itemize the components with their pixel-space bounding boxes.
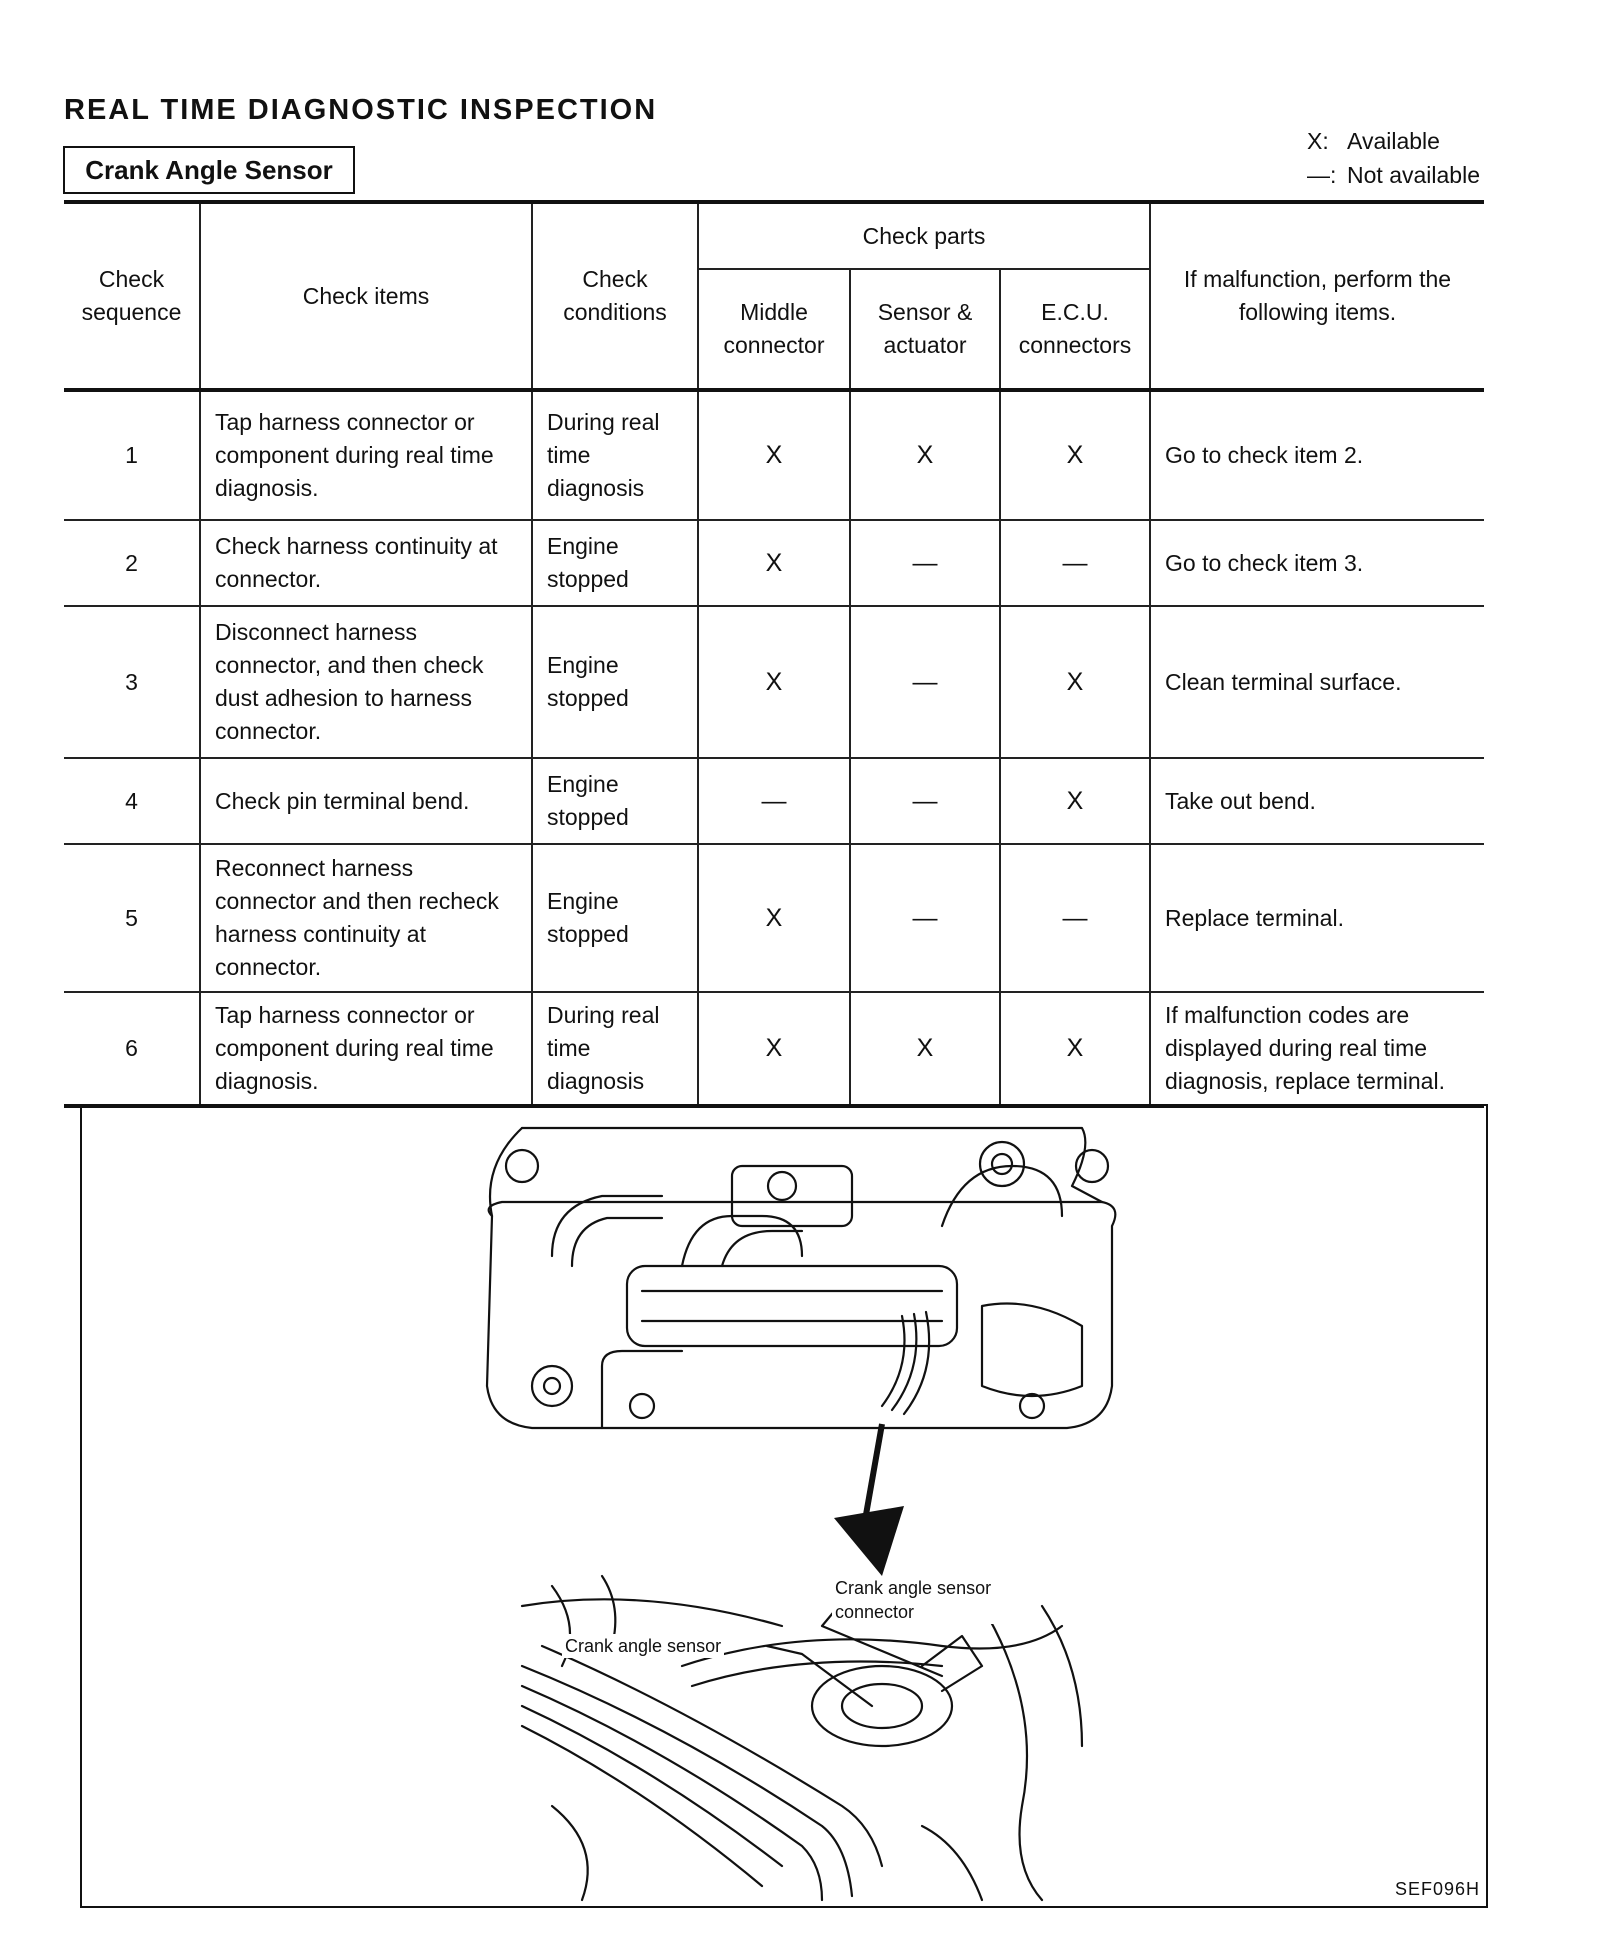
cell-check-item: Check pin terminal bend. — [200, 758, 532, 844]
cell-check-item: Tap harness connector or component during real time diagnosis. — [200, 992, 532, 1106]
cell-sensor-actuator: — — [850, 606, 1000, 758]
page-title: REAL TIME DIAGNOSTIC INSPECTION — [64, 94, 658, 126]
legend-row-available — [1307, 124, 1480, 158]
cell-sensor-actuator: — — [850, 758, 1000, 844]
cell-sensor-actuator: X — [850, 992, 1000, 1106]
cell-check-item: Reconnect harness connector and then recheck harness continuity at connector. — [200, 844, 532, 992]
legend-symbol: —: — [1307, 162, 1337, 188]
cell-check-condition: Engine stopped — [532, 758, 698, 844]
cell-check-item: Tap harness connector or component during real time diagnosis. — [200, 390, 532, 520]
callout-crank-angle-sensor: Crank angle sensor — [562, 1634, 724, 1658]
callout-crank-angle-sensor-connector: Crank angle sensor connector — [832, 1576, 1028, 1624]
cell-action: Go to check item 2. — [1150, 390, 1484, 520]
cell-sequence: 3 — [64, 606, 200, 758]
cell-check-item: Check harness continuity at connector. — [200, 520, 532, 606]
cell-ecu-connectors: X — [1000, 606, 1150, 758]
table-row — [64, 520, 1484, 606]
cell-middle-connector: — — [698, 758, 850, 844]
header-middle-connector: Middle connector — [698, 269, 850, 390]
cell-middle-connector: X — [698, 606, 850, 758]
cell-ecu-connectors: X — [1000, 758, 1150, 844]
legend-meaning: Available — [1347, 128, 1440, 154]
cell-sequence: 4 — [64, 758, 200, 844]
cell-sequence: 2 — [64, 520, 200, 606]
table-row — [64, 844, 1484, 992]
cell-sensor-actuator: X — [850, 390, 1000, 520]
cell-ecu-connectors: — — [1000, 520, 1150, 606]
cell-check-item: Disconnect harness connector, and then check dust adhesion to harness connector. — [200, 606, 532, 758]
cell-action: Take out bend. — [1150, 758, 1484, 844]
cell-middle-connector: X — [698, 992, 850, 1106]
cell-middle-connector: X — [698, 520, 850, 606]
section-label — [63, 146, 355, 194]
legend — [1307, 124, 1480, 192]
cell-action: Clean terminal surface. — [1150, 606, 1484, 758]
cell-ecu-connectors: X — [1000, 992, 1150, 1106]
legend-row-not-available — [1307, 158, 1480, 192]
header-sensor-actuator: Sensor & actuator — [850, 269, 1000, 390]
cell-middle-connector: X — [698, 390, 850, 520]
table-row — [64, 758, 1484, 844]
cell-check-condition: Engine stopped — [532, 844, 698, 992]
cell-action: Replace terminal. — [1150, 844, 1484, 992]
table-row — [64, 992, 1484, 1106]
cell-action: Go to check item 3. — [1150, 520, 1484, 606]
header-check-items: Check items — [200, 202, 532, 390]
figure-code: SEF096H — [1394, 1879, 1480, 1899]
cell-ecu-connectors: X — [1000, 390, 1150, 520]
header-check-conditions: Check conditions — [532, 202, 698, 390]
cell-check-condition: During real time diagnosis — [532, 390, 698, 520]
diagnostic-table — [64, 200, 1484, 1108]
table-row — [64, 390, 1484, 520]
engine-illustration — [82, 1106, 1486, 1906]
cell-check-condition: During real time diagnosis — [532, 992, 698, 1106]
section-label-text: Crank Angle Sensor — [85, 154, 333, 185]
cell-check-condition: Engine stopped — [532, 606, 698, 758]
cell-sensor-actuator: — — [850, 844, 1000, 992]
header-check-parts: Check parts — [698, 202, 1150, 269]
cell-sequence: 1 — [64, 390, 200, 520]
arrow-down-icon — [834, 1506, 904, 1576]
header-ecu-connectors: E.C.U. connectors — [1000, 269, 1150, 390]
header-check-sequence: Check sequence — [64, 202, 200, 390]
cell-ecu-connectors: — — [1000, 844, 1150, 992]
cell-middle-connector: X — [698, 844, 850, 992]
cell-sequence: 6 — [64, 992, 200, 1106]
cell-sequence: 5 — [64, 844, 200, 992]
header-malfunction-action: If malfunction, perform the following items. — [1150, 202, 1484, 390]
engine-figure — [80, 1104, 1488, 1908]
cell-check-condition: Engine stopped — [532, 520, 698, 606]
table-row — [64, 606, 1484, 758]
legend-symbol: X: — [1307, 128, 1329, 154]
legend-meaning: Not available — [1347, 162, 1480, 188]
cell-sensor-actuator: — — [850, 520, 1000, 606]
cell-action: If malfunction codes are displayed during real time diagnosis, replace terminal. — [1150, 992, 1484, 1106]
